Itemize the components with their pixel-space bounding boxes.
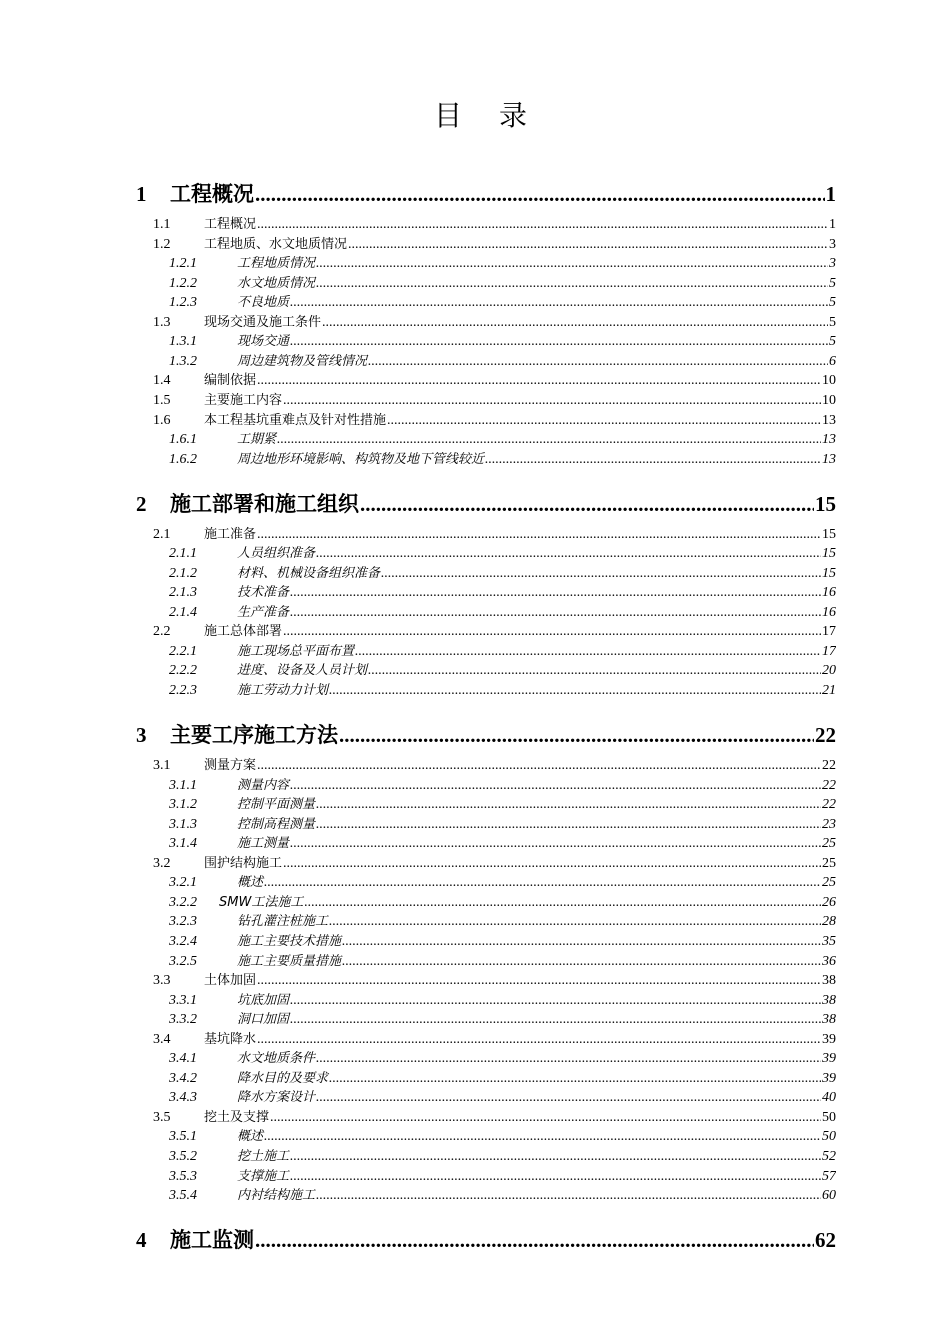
toc-entry-number: 2.2 <box>153 624 171 640</box>
toc-entry-title: 测量方案 <box>204 758 257 773</box>
toc-entry-number: 2.2.2 <box>169 663 197 679</box>
toc-entry-number: 3.5.4 <box>169 1188 197 1204</box>
toc-entry-title: 控制高程测量 <box>237 816 316 832</box>
toc-entry-number: 2.2.3 <box>169 683 197 698</box>
toc-entry-number: 3.2.5 <box>169 953 197 969</box>
toc-dot-leader <box>355 644 821 659</box>
toc-entry-level-1[interactable] <box>136 488 836 514</box>
toc-entry-page-number: 17 <box>822 624 836 640</box>
toc-entry-number: 1.6.1 <box>169 432 197 448</box>
toc-entry-title: 施工主要技术措施 <box>237 933 342 949</box>
toc-entry-page-number: 52 <box>822 1149 836 1164</box>
toc-dot-leader <box>283 624 821 639</box>
toc-entry-number: 1.3 <box>153 314 171 330</box>
toc-entry-level-3[interactable] <box>169 1145 836 1164</box>
toc-entry-page-number: 60 <box>822 1188 836 1204</box>
toc-entry-number: 1.3.2 <box>169 353 197 369</box>
toc-entry-title: 施工劳动力计划 <box>237 683 329 698</box>
toc-dot-leader <box>329 683 821 698</box>
toc-entry-level-3[interactable] <box>169 1008 836 1027</box>
toc-entry-level-3[interactable] <box>169 679 836 698</box>
toc-dot-leader <box>264 1129 821 1144</box>
toc-entry-number: 1.6.2 <box>169 451 197 467</box>
toc-dot-leader <box>290 334 828 349</box>
toc-entry-level-2[interactable] <box>153 620 836 639</box>
toc-entry-level-1[interactable] <box>136 1224 836 1250</box>
toc-entry-page-number: 25 <box>822 875 836 891</box>
toc-entry-title: 现场交通 <box>237 334 290 350</box>
toc-entry-page-number: 16 <box>822 604 836 620</box>
toc-entry-level-2[interactable] <box>153 389 836 408</box>
toc-entry-page-number: 26 <box>822 894 836 910</box>
toc-entry-page-number: 3 <box>829 236 836 252</box>
toc-entry-title: 施工准备 <box>204 526 257 542</box>
toc-entry-page-number: 22 <box>815 723 836 745</box>
toc-entry-page-number: 28 <box>822 914 836 930</box>
toc-entry-number: 3.1.3 <box>169 816 197 832</box>
toc-dot-leader <box>264 875 821 890</box>
toc-entry-number: 1.4 <box>153 373 171 389</box>
toc-entry-page-number: 6 <box>829 353 836 369</box>
toc-entry-number: 1.5 <box>153 392 171 408</box>
toc-entry-level-2[interactable] <box>153 1028 836 1047</box>
toc-entry-level-3[interactable] <box>169 1125 836 1144</box>
toc-entry-title: 工程概况 <box>204 217 257 232</box>
toc-entry-number: 2.1.2 <box>169 565 197 581</box>
toc-entry-level-2[interactable] <box>153 213 836 232</box>
toc-entry-title: 概述 <box>237 875 264 891</box>
toc-entry-number: 1.2.3 <box>169 295 197 311</box>
toc-entry-level-3[interactable] <box>169 601 836 620</box>
toc-entry-title: 测量内容 <box>237 777 290 793</box>
toc-entry-level-3[interactable] <box>169 950 836 969</box>
toc-dot-leader <box>348 237 828 252</box>
toc-entry-title: 降水目的及要求 <box>237 1070 329 1086</box>
toc-entry-level-3[interactable] <box>169 930 836 949</box>
toc-entry-number: 3.4.3 <box>169 1090 197 1106</box>
toc-dot-leader <box>316 256 828 271</box>
toc-entry-level-2[interactable] <box>153 754 836 773</box>
toc-dot-leader <box>329 1071 821 1086</box>
toc-entry-page-number: 13 <box>822 412 836 428</box>
toc-entry-number: 1.2.1 <box>169 256 197 272</box>
toc-entry-level-3[interactable] <box>169 272 836 291</box>
toc-entry-level-3[interactable] <box>169 832 836 851</box>
toc-entry-number: 2.1.4 <box>169 604 197 620</box>
toc-dot-leader <box>255 182 825 204</box>
toc-dot-leader <box>316 1051 821 1066</box>
toc-entry-page-number: 15 <box>815 491 836 514</box>
toc-entry-page-number: 5 <box>829 295 836 311</box>
toc-entry-title: 材料、机械设备组织准备 <box>237 565 381 581</box>
toc-entry-page-number: 16 <box>822 585 836 601</box>
toc-entry-level-3[interactable] <box>169 581 836 600</box>
toc-entry-title: 土体加固 <box>204 973 257 989</box>
toc-entry-page-number: 50 <box>822 1109 836 1125</box>
toc-entry-title: 工期紧 <box>237 432 277 448</box>
toc-dot-leader <box>290 1169 821 1184</box>
toc-entry-number: 3.2.2 <box>169 894 197 910</box>
toc-entry-page-number: 20 <box>822 663 836 679</box>
toc-entry-number: 1.1 <box>153 217 171 232</box>
toc-entry-page-number: 13 <box>822 432 836 448</box>
toc-entry-title: 周边地形环境影响、构筑物及地下管线较近 <box>237 451 485 467</box>
toc-dot-leader <box>257 217 828 232</box>
toc-dot-leader <box>257 527 821 542</box>
toc-entry-page-number: 22 <box>822 777 836 793</box>
toc-entry-title: 主要施工内容 <box>204 392 283 408</box>
toc-dot-leader <box>316 797 821 812</box>
toc-entry-level-3[interactable] <box>169 291 836 310</box>
toc-dot-leader <box>290 585 821 600</box>
toc-entry-level-3[interactable] <box>169 640 836 659</box>
toc-dot-leader <box>257 1032 821 1047</box>
toc-entry-title: 围护结构施工 <box>204 855 283 871</box>
toc-dot-leader <box>277 432 821 447</box>
toc-entry-number: 1.2 <box>153 236 171 252</box>
toc-dot-leader <box>316 546 821 561</box>
toc-dot-leader <box>290 1012 821 1027</box>
toc-entry-number: 2.2.1 <box>169 643 197 659</box>
toc-entry-level-3[interactable] <box>169 1067 836 1086</box>
toc-entry-level-3[interactable] <box>169 910 836 929</box>
toc-entry-page-number: 39 <box>822 1070 836 1086</box>
toc-entry-number: 3.1.4 <box>169 836 197 852</box>
toc-entry-title: 编制依据 <box>204 373 257 389</box>
toc-entry-title: 主要工序施工方法 <box>170 723 338 745</box>
toc-entry-page-number: 39 <box>822 1031 836 1047</box>
toc-entry-level-3[interactable] <box>169 1047 836 1066</box>
toc-entry-page-number: 1 <box>825 182 836 204</box>
toc-entry-title: SMW工法施工 <box>219 894 304 910</box>
toc-entry-level-3[interactable] <box>169 542 836 561</box>
toc-dot-leader <box>381 566 821 581</box>
toc-dot-leader <box>360 492 814 514</box>
toc-entry-level-2[interactable] <box>153 233 836 252</box>
toc-entry-page-number: 50 <box>822 1129 836 1145</box>
toc-entry-level-3[interactable] <box>169 989 836 1008</box>
toc-entry-number: 3.5.2 <box>169 1149 197 1164</box>
toc-entry-title: 挖土及支撑 <box>204 1109 270 1125</box>
toc-entry-level-2[interactable] <box>153 409 836 428</box>
toc-entry-number: 3.1.2 <box>169 797 197 813</box>
toc-dot-leader <box>283 856 821 871</box>
toc-entry-page-number: 36 <box>822 953 836 969</box>
toc-dot-leader <box>290 605 821 620</box>
toc-entry-level-1[interactable] <box>136 719 836 745</box>
toc-entry-number: 3.2 <box>153 855 171 871</box>
toc-entry-title: 概述 <box>237 1129 264 1145</box>
toc-entry-title: 人员组织准备 <box>237 546 316 562</box>
toc-entry-page-number: 21 <box>822 683 836 698</box>
toc-dot-leader <box>290 295 828 310</box>
toc-entry-number: 1.3.1 <box>169 334 197 350</box>
toc-entry-number: 3.5.3 <box>169 1168 197 1184</box>
toc-entry-number: 3.1.1 <box>169 777 197 793</box>
toc-entry-page-number: 5 <box>829 314 836 330</box>
toc-entry-title: 施工现场总平面布置 <box>237 643 355 659</box>
toc-dot-leader <box>368 663 821 678</box>
toc-entry-level-2[interactable] <box>153 852 836 871</box>
toc-entry-page-number: 5 <box>829 275 836 291</box>
toc-entry-page-number: 38 <box>822 992 836 1008</box>
toc-dot-leader <box>283 393 821 408</box>
toc-entry-number: 2 <box>136 491 147 514</box>
toc-entry-title: 降水方案设计 <box>237 1090 316 1106</box>
toc-entry-number: 2.1.1 <box>169 546 197 562</box>
toc-entry-page-number: 39 <box>822 1051 836 1067</box>
toc-entry-title: 工程概况 <box>170 182 254 204</box>
toc-entry-page-number: 13 <box>822 451 836 467</box>
toc-entry-number: 1.2.2 <box>169 275 197 291</box>
toc-entry-level-2[interactable] <box>153 369 836 388</box>
toc-entry-title: 基坑降水 <box>204 1031 257 1047</box>
toc-entry-number: 3.3 <box>153 973 171 989</box>
toc-dot-leader <box>368 354 828 369</box>
toc-entry-title: 施工主要质量措施 <box>237 953 342 969</box>
toc-entry-title: 本工程基坑重难点及针对性措施 <box>204 412 387 428</box>
toc-entry-level-3[interactable] <box>169 793 836 812</box>
toc-entry-level-3[interactable] <box>169 774 836 793</box>
toc-entry-page-number: 40 <box>822 1090 836 1106</box>
toc-entry-level-3[interactable] <box>169 330 836 349</box>
toc-entry-title: 水文地质条件 <box>237 1051 316 1067</box>
toc-entry-title: 钻孔灌注桩施工 <box>237 914 329 930</box>
toc-dot-leader <box>339 723 814 745</box>
toc-entry-page-number: 3 <box>829 256 836 272</box>
toc-entry-number: 4 <box>136 1228 147 1251</box>
toc-entry-level-3[interactable] <box>169 428 836 447</box>
toc-entry-level-2[interactable] <box>153 311 836 330</box>
toc-entry-page-number: 15 <box>822 526 836 542</box>
toc-entry-number: 1.6 <box>153 412 171 428</box>
toc-entry-level-3[interactable] <box>169 891 836 910</box>
toc-entry-level-1[interactable] <box>136 178 836 204</box>
toc-dot-leader <box>387 413 821 428</box>
toc-entry-title: 洞口加固 <box>237 1012 290 1028</box>
toc-dot-leader <box>342 934 821 949</box>
toc-dot-leader <box>316 276 828 291</box>
toc-entry-number: 3.5 <box>153 1109 171 1125</box>
toc-dot-leader <box>342 954 821 969</box>
toc-entry-title: 施工部署和施工组织 <box>170 491 359 514</box>
toc-entry-level-3[interactable] <box>169 350 836 369</box>
toc-entry-page-number: 23 <box>822 816 836 832</box>
toc-dot-leader <box>304 895 821 910</box>
toc-entry-number: 3.4.1 <box>169 1051 197 1067</box>
toc-entry-number: 3.5.1 <box>169 1129 197 1145</box>
toc-entry-page-number: 38 <box>822 973 836 989</box>
toc-entry-title: 内衬结构施工 <box>237 1188 316 1204</box>
toc-entry-level-3[interactable] <box>169 252 836 271</box>
toc-entry-title: 生产准备 <box>237 604 290 620</box>
toc-entry-page-number: 62 <box>815 1228 836 1251</box>
toc-dot-leader <box>316 1090 821 1105</box>
toc-dot-leader <box>290 1149 821 1164</box>
toc-entry-level-3[interactable] <box>169 871 836 890</box>
toc-entry-page-number: 17 <box>822 643 836 659</box>
toc-entry-number: 3.3.2 <box>169 1012 197 1028</box>
toc-entry-page-number: 15 <box>822 565 836 581</box>
toc-entry-number: 3.4 <box>153 1031 171 1047</box>
toc-entry-page-number: 22 <box>822 797 836 813</box>
toc-entry-page-number: 10 <box>822 392 836 408</box>
toc-entry-title: 进度、设备及人员计划 <box>237 663 368 679</box>
toc-entry-title: 挖土施工 <box>237 1149 290 1164</box>
toc-entry-number: 2.1.3 <box>169 585 197 601</box>
toc-entry-number: 3 <box>136 723 147 745</box>
toc-dot-leader <box>255 1228 814 1250</box>
toc-dot-leader <box>485 452 821 467</box>
toc-entry-title: 工程地质情况 <box>237 256 316 272</box>
toc-entry-title: 施工测量 <box>237 836 290 852</box>
toc-entry-level-3[interactable] <box>169 1184 836 1203</box>
toc-entry-number: 3.4.2 <box>169 1070 197 1086</box>
toc-dot-leader <box>316 817 821 832</box>
toc-dot-leader <box>290 836 821 851</box>
toc-entry-level-3[interactable] <box>169 448 836 467</box>
toc-entry-title: 施工总体部署 <box>204 624 283 640</box>
toc-entry-level-3[interactable] <box>169 1086 836 1105</box>
toc-entry-title: 工程地质、水文地质情况 <box>204 236 348 252</box>
toc-entry-title: 施工监测 <box>170 1228 254 1251</box>
toc-entry-page-number: 10 <box>822 373 836 389</box>
toc-entry-level-3[interactable] <box>169 1165 836 1184</box>
toc-dot-leader <box>322 315 828 330</box>
toc-entry-page-number: 5 <box>829 334 836 350</box>
toc-entry-level-2[interactable] <box>153 523 836 542</box>
toc-dot-leader <box>257 758 821 773</box>
toc-entry-level-2[interactable] <box>153 1106 836 1125</box>
toc-entry-page-number: 35 <box>822 933 836 949</box>
toc-dot-leader <box>257 373 821 388</box>
toc-entry-title: 不良地质 <box>237 295 290 311</box>
toc-entry-title: 控制平面测量 <box>237 797 316 813</box>
toc-entry-page-number: 1 <box>829 217 836 232</box>
toc-dot-leader <box>257 973 821 988</box>
toc-entry-number: 3.2.4 <box>169 933 197 949</box>
toc-entry-number: 2.1 <box>153 526 171 542</box>
toc-entry-title: 水文地质情况 <box>237 275 316 291</box>
toc-entry-page-number: 57 <box>822 1168 836 1184</box>
toc-dot-leader <box>290 993 821 1008</box>
toc-dot-leader <box>316 1188 821 1203</box>
toc-entry-number: 3.3.1 <box>169 992 197 1008</box>
toc-entry-number: 1 <box>136 182 147 204</box>
toc-dot-leader <box>270 1110 821 1125</box>
toc-entry-page-number: 22 <box>822 758 836 773</box>
toc-dot-leader <box>329 914 821 929</box>
toc-entry-page-number: 25 <box>822 855 836 871</box>
toc-entry-page-number: 38 <box>822 1012 836 1028</box>
toc-entry-number: 3.2.3 <box>169 914 197 930</box>
toc-entry-number: 3.1 <box>153 758 171 773</box>
toc-entry-level-3[interactable] <box>169 813 836 832</box>
toc-entry-title: 现场交通及施工条件 <box>204 314 322 330</box>
toc-entry-title: 周边建筑物及管线情况 <box>237 353 368 369</box>
toc-dot-leader <box>290 778 821 793</box>
toc-entry-level-3[interactable] <box>169 562 836 581</box>
toc-entry-title: 坑底加固 <box>237 992 290 1008</box>
toc-entry-page-number: 15 <box>822 546 836 562</box>
toc-entry-number: 3.2.1 <box>169 875 197 891</box>
toc-entry-title: 支撑施工 <box>237 1168 290 1184</box>
page-title: 目 录 <box>434 99 541 132</box>
toc-entry-level-2[interactable] <box>153 969 836 988</box>
toc-entry-page-number: 25 <box>822 836 836 852</box>
toc-entry-title: 技术准备 <box>237 585 290 601</box>
toc-entry-level-3[interactable] <box>169 659 836 678</box>
